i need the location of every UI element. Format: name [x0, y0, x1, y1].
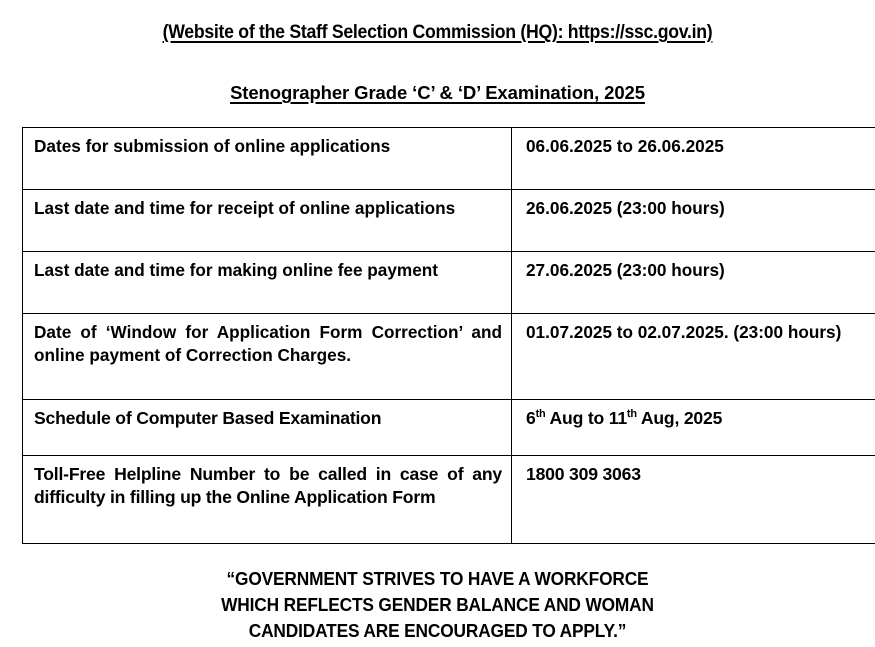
row-label: Dates for submission of online applications: [23, 128, 512, 190]
ordinal-suffix-icon: th: [626, 408, 637, 421]
footer-quote-line-1: “GOVERNMENT STRIVES TO HAVE A WORKFORCE: [226, 568, 649, 589]
row-label: Date of ‘Window for Application Form Correction’ and online payment of Correction Charges.: [23, 314, 512, 400]
row-value: 06.06.2025 to 26.06.2025: [512, 128, 875, 190]
table-row: [23, 252, 875, 314]
row-label: Last date and time for making online fee payment: [23, 252, 512, 314]
row-value: 26.06.2025 (23:00 hours): [512, 190, 875, 252]
website-heading-text: (Website of the Staff Selection Commission (HQ): https://ssc.gov.in): [162, 22, 713, 43]
examination-heading-text: Stenographer Grade ‘C’ & ‘D’ Examination, 2025: [230, 82, 645, 103]
examination-schedule-table: [22, 127, 875, 544]
footer-quote: [0, 566, 875, 644]
row-label: Schedule of Computer Based Examination: [23, 400, 512, 456]
footer-quote-line-2: WHICH REFLECTS GENDER BALANCE AND WOMAN: [221, 594, 654, 616]
table-row: [23, 456, 875, 544]
row-value: [512, 400, 875, 456]
row-label: Toll-Free Helpline Number to be called in case of any difficulty in filling up the Online Application Form: [23, 456, 512, 544]
examination-heading: [0, 82, 875, 104]
row-value: 27.06.2025 (23:00 hours): [512, 252, 875, 314]
ordinal-suffix-icon: th: [535, 408, 546, 421]
row-label: Last date and time for receipt of online applications: [23, 190, 512, 252]
exam-date-start: 6: [526, 408, 536, 428]
row-value: 1800 309 3063: [512, 456, 875, 544]
row-value: 01.07.2025 to 02.07.2025. (23:00 hours): [512, 314, 875, 400]
table-row: [23, 190, 875, 252]
exam-date-mid: Aug to 11: [545, 408, 627, 428]
table-row: [23, 314, 875, 400]
website-heading: [31, 22, 845, 44]
table-row: [23, 128, 875, 190]
table-row: [23, 400, 875, 456]
exam-date-end: Aug, 2025: [636, 408, 723, 428]
footer-quote-line-3: CANDIDATES ARE ENCOURAGED TO APPLY.”: [248, 620, 627, 642]
